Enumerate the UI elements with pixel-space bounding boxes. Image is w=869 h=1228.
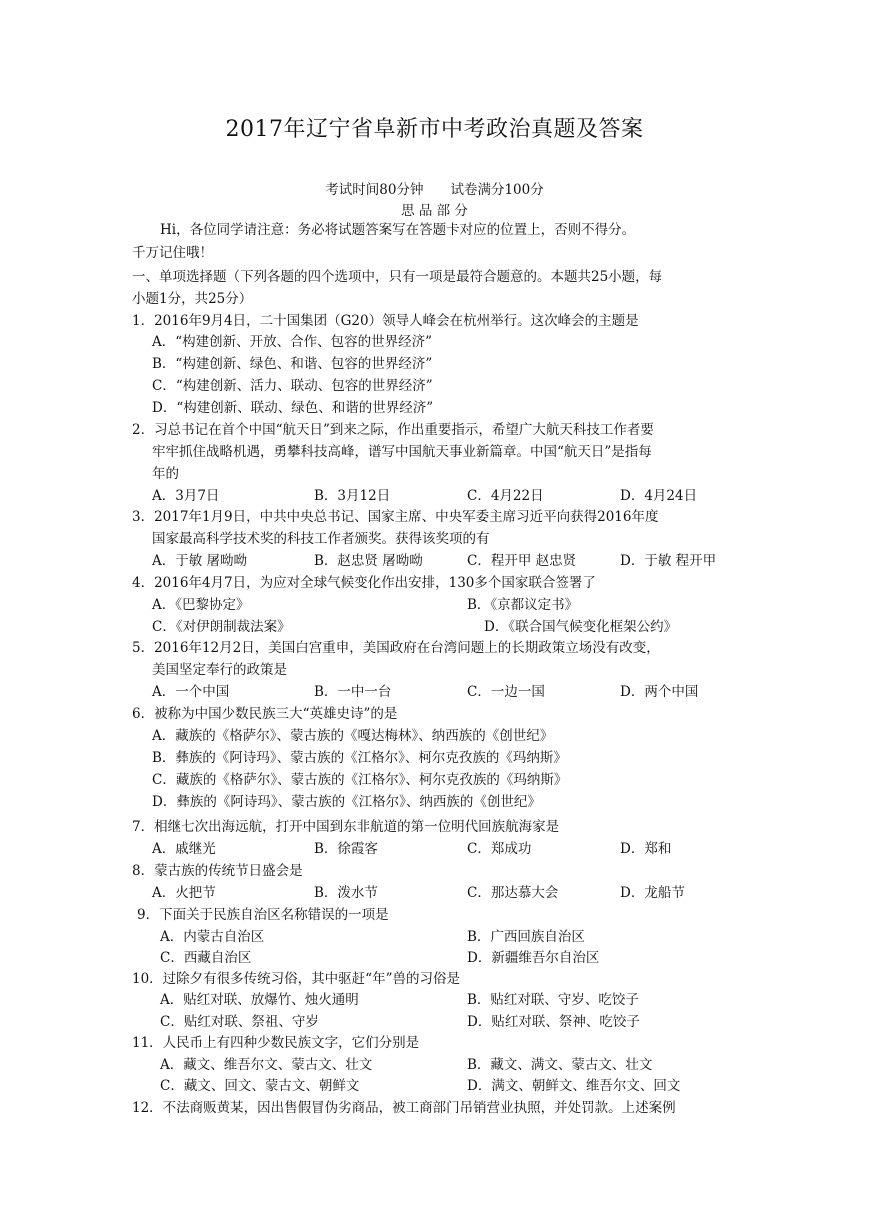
q7-option-c: C．郑成功: [467, 841, 532, 857]
notice-line-2: 千万记住哦！: [132, 245, 213, 261]
q5-option-b: B．一中一台: [314, 684, 392, 700]
q8-option-b: B．泼水节: [314, 885, 378, 901]
question-5-line-2: 美国坚定奉行的政策是: [152, 662, 287, 678]
q5-option-a: A．一个中国: [152, 684, 230, 700]
q10-option-c: C．贴红对联、祭祖、守岁: [160, 1014, 319, 1030]
question-4: 4．2016年4月7日，为应对全球气候变化作出安排，130多个国家联合签署了: [132, 575, 596, 591]
question-5-line-1: 5．2016年12月2日，美国白宫重申，美国政府在台湾问题上的长期政策立场没有改变，: [132, 640, 660, 656]
notice-line-1: Hi，各位同学请注意：务必将试题答案写在答题卡对应的位置上，否则不得分。: [160, 222, 636, 238]
question-1: 1．2016年9月4日，二十国集团（G20）领导人峰会在杭州举行。这次峰会的主题是: [132, 313, 639, 329]
q11-option-c: C．藏文、回文、蒙古文、朝鲜文: [160, 1078, 360, 1094]
q8-option-c: C．那达慕大会: [467, 885, 559, 901]
q8-option-a: A．火把节: [152, 885, 216, 901]
q7-option-a: A．戚继光: [152, 841, 216, 857]
q8-option-d: D．龙船节: [620, 885, 685, 901]
q9-option-b: B．广西回族自治区: [467, 929, 585, 945]
q5-option-d: D．两个中国: [620, 684, 699, 700]
exam-info: 考试时间80分钟 试卷满分100分: [325, 182, 544, 198]
q11-option-a: A．藏文、维吾尔文、蒙古文、壮文: [160, 1057, 373, 1073]
q7-option-d: D．郑和: [620, 841, 672, 857]
part1-heading-1: 一、单项选择题（下列各题的四个选项中，只有一项是最符合题意的。本题共25小题，每: [132, 269, 663, 285]
q10-option-d: D．贴红对联、祭神、吃饺子: [467, 1014, 640, 1030]
q6-option-c: C．藏族的《格萨尔》、蒙古族的《江格尔》、柯尔克孜族的《玛纳斯》: [152, 772, 568, 788]
question-9: 9．下面关于民族自治区名称错误的一项是: [137, 907, 389, 923]
q11-option-d: D．满文、朝鲜文、维吾尔文、回文: [467, 1078, 681, 1094]
q10-option-b: B．贴红对联、守岁、吃饺子: [467, 992, 639, 1008]
question-2-line-2: 牢牢抓住战略机遇，勇攀科技高峰，谱写中国航天事业新篇章。中国“航天日”是指每: [152, 444, 652, 460]
question-8: 8．蒙古族的传统节日盛会是: [132, 863, 303, 879]
q6-option-a: A．藏族的《格萨尔》、蒙古族的《嘎达梅林》、纳西族的《创世纪》: [152, 728, 554, 744]
q3-option-a: A．于敏 屠呦呦: [152, 553, 248, 569]
q9-option-c: C．西藏自治区: [160, 950, 252, 966]
q9-option-a: A．内蒙古自治区: [160, 929, 265, 945]
section-name: 思 品 部 分: [401, 203, 468, 219]
q4-option-d: D．《联合国气候变化框架公约》: [484, 619, 678, 635]
q11-option-b: B．藏文、满文、蒙古文、壮文: [467, 1057, 653, 1073]
q2-option-a: A．3月7日: [152, 488, 220, 504]
question-11: 11．人民币上有四种少数民族文字，它们分别是: [132, 1035, 420, 1051]
q1-option-a: A．“构建创新、开放、合作、包容的世界经济”: [152, 334, 433, 350]
q3-option-b: B．赵忠贤 屠呦呦: [314, 553, 423, 569]
part1-heading-2: 小题1分，共25分）: [132, 291, 253, 307]
q4-option-c: C．《对伊朗制裁法案》: [152, 619, 291, 635]
question-12: 12．不法商贩黄某，因出售假冒伪劣商品，被工商部门吊销营业执照，并处罚款。上述案例: [132, 1100, 676, 1116]
question-2-line-1: 2．习总书记在首个中国“航天日”到来之际，作出重要指示，希望广大航天科技工作者要: [132, 422, 654, 438]
q2-option-d: D．4月24日: [620, 488, 698, 504]
q6-option-b: B．彝族的《阿诗玛》、蒙古族的《江格尔》、柯尔克孜族的《玛纳斯》: [152, 750, 567, 766]
question-3-line-1: 3．2017年1月9日，中共中央总书记、国家主席、中央军委主席习近平向获得2016年度: [132, 509, 659, 525]
q10-option-a: A．贴红对联、放爆竹、烛火通明: [160, 992, 359, 1008]
q7-option-b: B．徐霞客: [314, 841, 378, 857]
q4-option-a: A．《巴黎协定》: [152, 597, 250, 613]
q2-option-c: C．4月22日: [467, 488, 544, 504]
q1-option-c: C．“构建创新、活力、联动、包容的世界经济”: [152, 378, 433, 394]
q6-option-d: D．彝族的《阿诗玛》、蒙古族的《江格尔》、纳西族的《创世纪》: [152, 794, 541, 810]
q1-option-b: B．“构建创新、绿色、和谐、包容的世界经济”: [152, 356, 433, 372]
question-3-line-2: 国家最高科学技术奖的科技工作者颁奖。获得该奖项的有: [152, 531, 490, 547]
q3-option-c: C．程开甲 赵忠贤: [467, 553, 577, 569]
question-2-line-3: 年的: [152, 466, 179, 482]
page-title: 2017年辽宁省阜新市中考政治真题及答案: [225, 117, 644, 142]
q1-option-d: D．“构建创新、联动、绿色、和谐的世界经济”: [152, 400, 434, 416]
q4-option-b: B．《京都议定书》: [467, 597, 579, 613]
q2-option-b: B．3月12日: [314, 488, 391, 504]
q9-option-d: D．新疆维吾尔自治区: [467, 950, 600, 966]
question-6: 6．被称为中国少数民族三大“英雄史诗”的是: [132, 706, 398, 722]
question-10: 10．过除夕有很多传统习俗，其中驱赶“年”兽的习俗是: [132, 971, 460, 987]
question-7: 7．相继七次出海远航，打开中国到东非航道的第一位明代回族航海家是: [132, 819, 560, 835]
q5-option-c: C．一边一国: [467, 684, 545, 700]
q3-option-d: D．于敏 程开甲: [620, 553, 717, 569]
